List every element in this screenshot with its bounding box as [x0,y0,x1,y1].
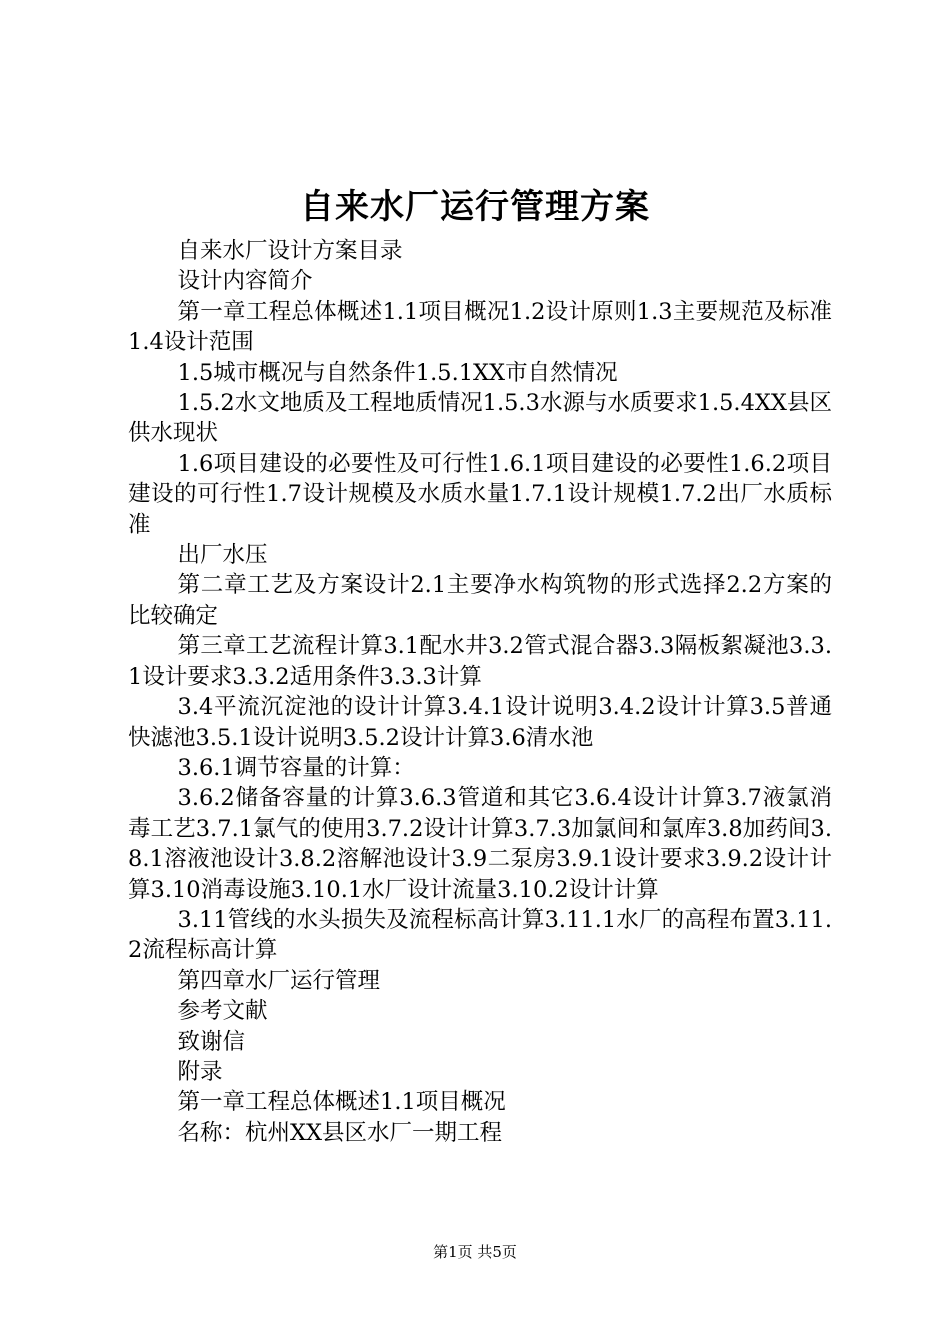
page-footer: 第1页 共5页 [433,1243,517,1261]
paragraph: 自来水厂设计方案目录 [177,238,403,264]
paragraph: 参考文献 [177,998,268,1025]
paragraph: 1.5.2水文地质及工程地质情况1.5.3水源与水质要求1.5.4XX县区供水现状 [128,390,832,447]
paragraph: 第一章工程总体概述1.1项目概况1.2设计原则1.3主要规范及标准1.4设计范围 [128,298,832,356]
paragraph: 第三章工艺流程计算3.1配水井3.2管式混合器3.3隔板絮凝池3.3.1设计要求3.3.2适用条件3.3.3计算 [128,633,832,690]
paragraph: 3.11管线的水头损失及流程标高计算3.11.1水厂的高程布置3.11.2流程标高计算 [128,906,832,964]
paragraph: 名称：杭州XX县区水厂一期工程 [177,1119,503,1146]
paragraph: 3.6.1调节容量的计算： [177,754,415,781]
paragraph: 致谢信 [177,1028,246,1055]
paragraph: 3.6.2储备容量的计算3.6.3管道和其它3.6.4设计计算3.7液氯消毒工艺3.7.1氯气的使用3.7.2设计计算3.7.3加氯间和氯库3.8加药间3.8.1溶液池设计3.8.2溶解池设计3.9二泵房3.9.1设计要求3.9.2设计计算3.10消毒设施3.10.1水厂设计流量3.10.2设计计算 [128,785,832,903]
document-title: 自来水厂运行管理方案 [300,187,650,227]
paragraph: 第四章水厂运行管理 [177,967,381,994]
paragraph: 1.5城市概况与自然条件1.5.1XX市自然情况 [177,359,618,386]
paragraph: 附录 [177,1058,223,1085]
paragraph: 第一章工程总体概述1.1项目概况 [177,1089,506,1116]
document-body [128,236,832,1148]
paragraph: 第二章工艺及方案设计2.1主要净水构筑物的形式选择2.2方案的比较确定 [128,572,832,629]
paragraph: 设计内容简介 [177,268,313,295]
paragraph: 出厂水压 [177,542,268,569]
paragraph: 1.6项目建设的必要性及可行性1.6.1项目建设的必要性1.6.2项目建设的可行性1.7设计规模及水质水量1.7.1设计规模1.7.2出厂水质标准 [128,450,832,538]
paragraph: 3.4平流沉淀池的设计计算3.4.1设计说明3.4.2设计计算3.5普通快滤池3.5.1设计说明3.5.2设计计算3.6清水池 [128,694,832,751]
